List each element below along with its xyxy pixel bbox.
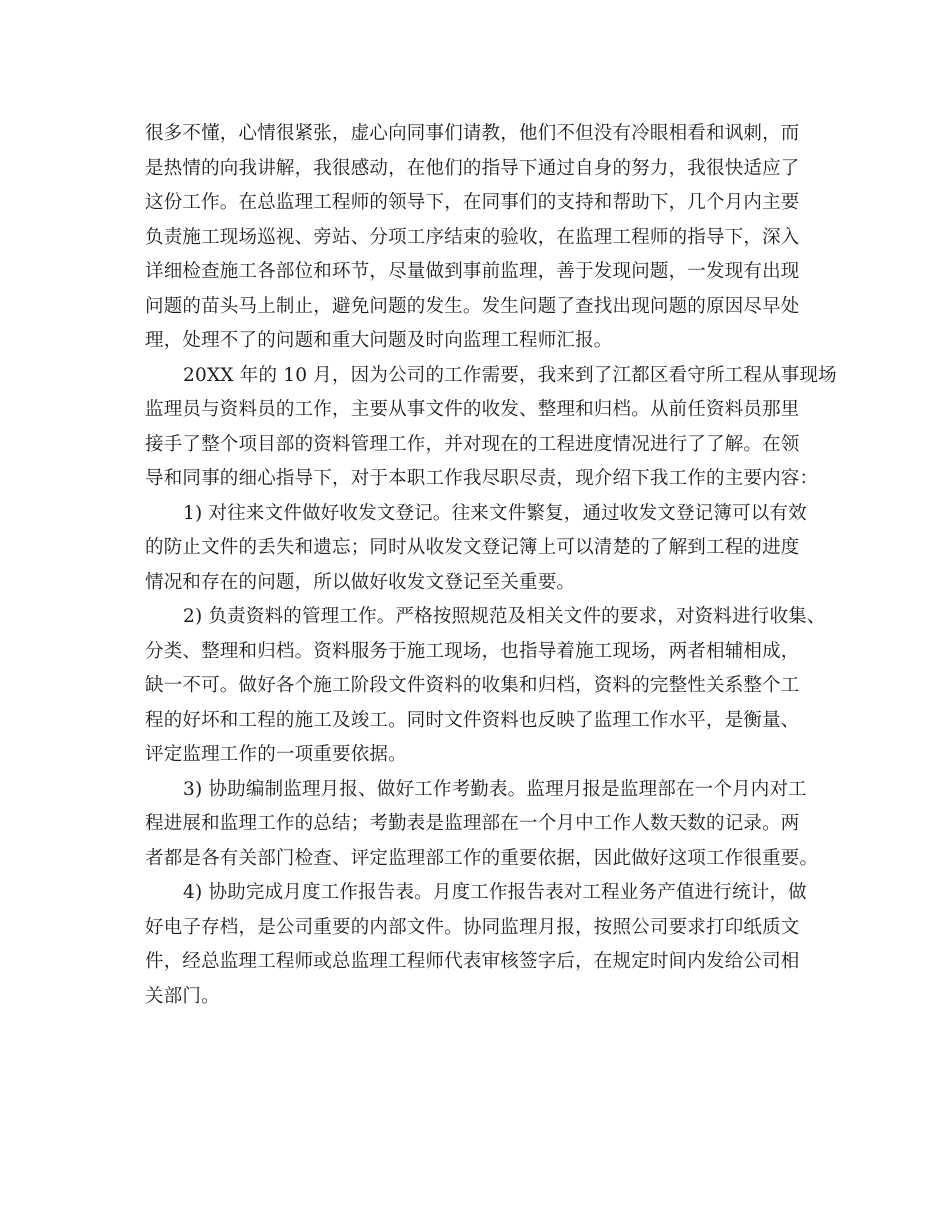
text-line: 缺一不可。做好各个施工阶段文件资料的收集和归档，资料的完整性关系整个工 [145, 675, 800, 696]
paragraph-6 [145, 876, 815, 1014]
text-line: 情况和存在的问题，所以做好收发文登记至关重要。 [145, 571, 576, 593]
text-line: 接手了整个项目部的资料管理工作，并对现在的工程进度情况进行了了解。在领 [145, 433, 800, 455]
text-line: 件，经总监理工程师或总监理工程师代表审核签字后，在规定时间内发给公司相 [145, 951, 800, 972]
text-line: 分类、整理和归档。资料服务于施工现场，也指导着施工现场，两者相辅相成， [145, 640, 800, 662]
paragraph-5 [145, 773, 819, 877]
text-line: 很多不懂，心情很紧张，虚心向同事们请教，他们不但没有冷眼相看和讽刺，而 [145, 123, 800, 144]
text-line: 者都是各有关部门检查、评定监理部工作的重要依据，因此做好这项工作很重要。 [145, 847, 819, 869]
paragraph-4 [145, 600, 826, 773]
paragraph-3 [145, 497, 815, 601]
paragraph-1 [145, 117, 815, 359]
text-line: 负责施工现场巡视、旁站、分项工序结束的验收，在监理工程师的指导下，深入 [145, 226, 800, 248]
text-line: 理，处理不了的问题和重大问题及时向监理工程师汇报。 [145, 330, 613, 351]
paragraph-2 [145, 359, 837, 497]
text-line: 是热情的向我讲解，我很感动，在他们的指导下通过自身的努力，我很快适应了 [145, 157, 800, 179]
text-line: 2) 负责资料的管理工作。严格按照规范及相关文件的要求，对资料进行收集、 [183, 606, 826, 627]
text-line: 1) 对往来文件做好收发文登记。往来文件繁复，通过收发文登记簿可以有效 [183, 502, 807, 524]
text-line: 监理员与资料员的工作，主要从事文件的收发、整理和归档。从前任资料员那里 [145, 399, 800, 420]
text-line: 关部门。 [145, 985, 220, 1007]
text-line: 评定监理工作的一项重要依据。 [145, 744, 407, 765]
text-line: 的防止文件的丢失和遗忘；同时从收发文登记簿上可以清楚的了解到工程的进度 [145, 537, 800, 558]
document-body [145, 117, 837, 1014]
text-line: 导和同事的细心指导下，对于本职工作我尽职尽责，现介绍下我工作的主要内容： [145, 468, 819, 489]
text-line: 问题的苗头马上制止，避免问题的发生。发生问题了查找出现问题的原因尽早处 [145, 295, 800, 317]
text-line: 好电子存档，是公司重要的内部文件。协同监理月报，按照公司要求打印纸质文 [145, 916, 800, 938]
text-line: 3) 协助编制监理月报、做好工作考勤表。监理月报是监理部在一个月内对工 [183, 778, 807, 800]
text-line: 这份工作。在总监理工程师的领导下，在同事们的支持和帮助下，几个月内主要 [145, 192, 800, 213]
text-line: 程进展和监理工作的总结；考勤表是监理部在一个月中工作人数天数的记录。两 [145, 813, 800, 834]
text-line: 4) 协助完成月度工作报告表。月度工作报告表对工程业务产值进行统计，做 [183, 882, 807, 903]
text-line: 程的好坏和工程的施工及竣工。同时文件资料也反映了监理工作水平，是衡量、 [145, 709, 800, 731]
text-line: 20XX 年的 10 月，因为公司的工作需要，我来到了江都区看守所工程从事现场 [183, 364, 837, 386]
text-line: 详细检查施工各部位和环节，尽量做到事前监理，善于发现问题，一发现有出现 [145, 261, 800, 282]
